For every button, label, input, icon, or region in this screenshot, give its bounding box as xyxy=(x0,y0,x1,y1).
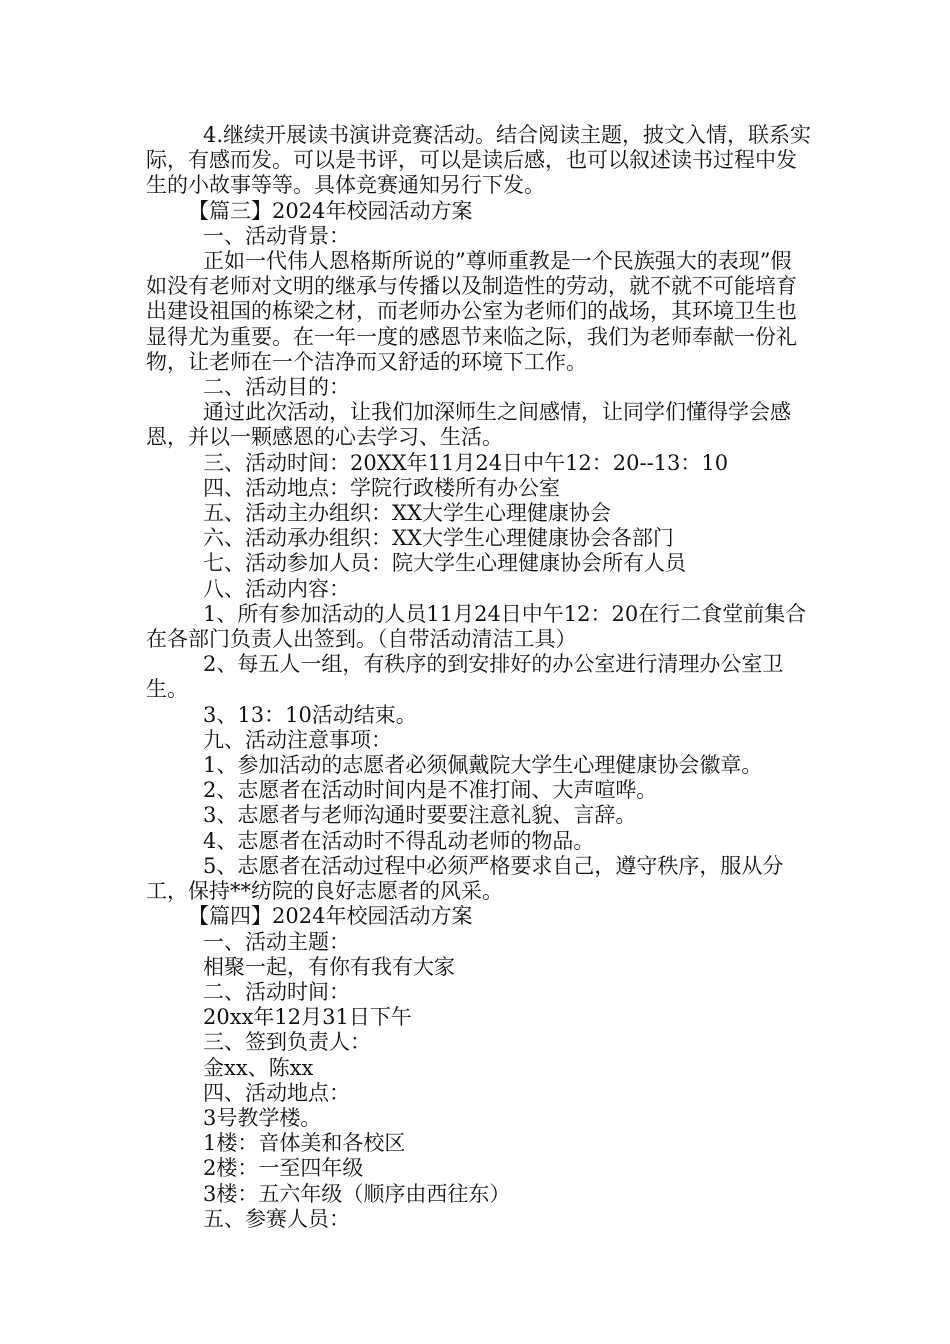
paragraph: 相聚一起，有你有我有大家 xyxy=(203,954,455,979)
paragraph: 3号教学楼。 xyxy=(203,1105,322,1130)
paragraph: 5、志愿者在活动过程中必须严格要求自己，遵守秩序，服从分工，保持**纺院的良好志愿者的风采。 xyxy=(146,853,784,904)
paragraph: 三、活动时间：20XX年11月24日中午12：20--13：10 xyxy=(203,450,729,475)
paragraph: 九、活动注意事项： xyxy=(203,727,392,752)
paragraph: 4、志愿者在活动时不得乱动老师的物品。 xyxy=(203,828,595,853)
paragraph: 20xx年12月31日下午 xyxy=(203,1005,412,1030)
paragraph: 2、每五人一组，有秩序的到安排好的办公室进行清理办公室卫生。 xyxy=(146,652,784,702)
document-body xyxy=(146,123,812,1232)
paragraph: 六、活动承办组织：XX大学生心理健康协会各部门 xyxy=(203,526,674,551)
paragraph: 一、活动主题： xyxy=(203,929,350,954)
paragraph: 二、活动目的： xyxy=(203,375,350,400)
paragraph: 一、活动背景： xyxy=(203,223,350,248)
paragraph: 三、签到负责人： xyxy=(203,1030,371,1055)
paragraph: 二、活动时间： xyxy=(203,979,350,1004)
paragraph: 金xx、陈xx xyxy=(203,1055,314,1080)
paragraph: 1楼：音体美和各校区 xyxy=(203,1131,406,1156)
paragraph: 4.继续开展读书演讲竞赛活动。结合阅读主题，披文入情，联系实际，有感而发。可以是书评，可以是读后感，也可以叙述读书过程中发生的小故事等等。具体竞赛通知另行下发。 xyxy=(146,123,812,198)
paragraph: 五、活动主办组织：XX大学生心理健康协会 xyxy=(203,501,611,526)
paragraph: 3楼：五六年级（顺序由西往东） xyxy=(203,1181,511,1206)
paragraph: 四、活动地点： xyxy=(203,1080,350,1105)
paragraph: 3、13：10活动结束。 xyxy=(203,702,417,727)
paragraph: 通过此次活动，让我们加深师生之间感情，让同学们懂得学会感恩，并以一颗感恩的心去学习、生活。 xyxy=(146,400,791,450)
paragraph: 八、活动内容： xyxy=(203,576,350,601)
paragraph: 3、志愿者与老师沟通时要要注意礼貌、言辞。 xyxy=(203,803,637,828)
paragraph: 正如一代伟人恩格斯所说的”尊师重教是一个民族强大的表现”假如没有老师对文明的继承与传播以及制造性的劳动，就不就不可能培育出建设祖国的栋梁之材，而老师办公室为老师们的战场，其环境卫生也显得尤为重要。在一年一度的感恩节来临之际，我们为老师奉献一份礼物，让老师在一个洁净而又舒适的环境下工作。 xyxy=(146,249,797,374)
paragraph: 四、活动地点：学院行政楼所有办公室 xyxy=(203,475,560,500)
paragraph: 2楼：一至四年级 xyxy=(203,1156,364,1181)
paragraph: 1、所有参加活动的人员11月24日中午12：20在行二食堂前集合在各部门负责人出签到。（自带活动清洁工具） xyxy=(146,601,807,652)
paragraph: 1、参加活动的志愿者必须佩戴院大学生心理健康协会徽章。 xyxy=(203,753,763,778)
paragraph: 五、参赛人员： xyxy=(203,1206,350,1231)
section-heading: 【篇三】2024年校园活动方案 xyxy=(188,198,473,223)
paragraph: 2、志愿者在活动时间内是不准打闹、大声喧哗。 xyxy=(203,778,658,803)
section-heading: 【篇四】2024年校园活动方案 xyxy=(188,904,473,929)
paragraph: 七、活动参加人员：院大学生心理健康协会所有人员 xyxy=(203,551,686,576)
